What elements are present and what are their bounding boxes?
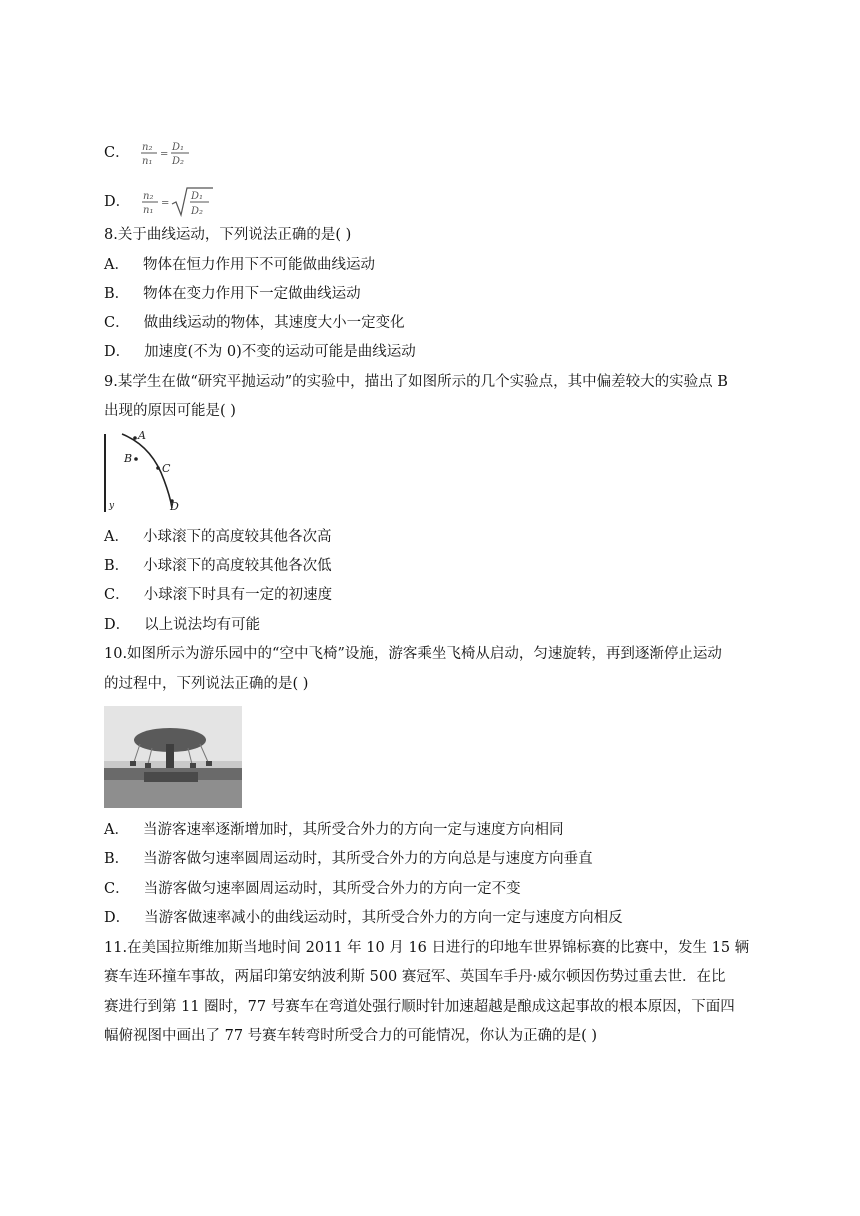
q11-line1: 11.在美国拉斯维加斯当地时间 2011 年 10 月 16 日进行的印地车世界锦标赛的比赛中，发生 15 辆 [104, 940, 750, 956]
option-text: 小球滚下时具有一定的初速度 [143, 587, 333, 603]
label-y: y [109, 501, 115, 511]
option-label: B． [104, 558, 130, 574]
svg-text:D₁: D₁ [172, 142, 185, 153]
q9-option-c[interactable] [104, 586, 332, 604]
option-label: A． [104, 257, 129, 273]
option-text: 做曲线运动的物体，其速度大小一定变化 [143, 315, 405, 331]
q7-option-d[interactable] [104, 186, 217, 218]
q11-line2: 赛车连环撞车事故，两届印第安纳波利斯 500 赛冠军、英国车手丹·威尔顿因伤势过重去世．在比 [104, 969, 726, 985]
option-label: B． [104, 286, 130, 302]
option-label: C． [104, 315, 130, 331]
option-label: C． [104, 145, 130, 161]
q9-option-a[interactable] [104, 528, 331, 546]
option-label: C． [104, 587, 130, 603]
svg-text:n₁: n₁ [142, 205, 154, 216]
svg-text:D₂: D₂ [172, 156, 185, 166]
label-c: C [162, 462, 171, 475]
q8-option-c[interactable] [104, 314, 405, 332]
q10-option-d[interactable] [104, 909, 623, 927]
q9-stem-line1: 9.某学生在做“研究平抛运动”的实验中，描出了如图所示的几个实验点，其中偏差较大的实验点 B [104, 374, 728, 390]
label-b: B [124, 452, 133, 465]
svg-text:n₂: n₂ [142, 142, 153, 153]
swing-ride-photo [104, 706, 242, 808]
q10-stem-line2: 的过程中，下列说法正确的是( ) [104, 676, 309, 692]
q11-line3: 赛进行到第 11 圈时，77 号赛车在弯道处强行顺时针加速超越是酿成这起事故的根本原因，下面四 [104, 999, 735, 1015]
q10-option-b[interactable] [104, 850, 593, 868]
option-text: 加速度(不为 0)不变的运动可能是曲线运动 [144, 344, 416, 360]
option-label: A． [104, 529, 129, 545]
option-label: B． [104, 851, 130, 867]
formula-d-image [141, 186, 217, 218]
q10-option-a[interactable] [104, 821, 563, 839]
svg-text:n₁: n₁ [142, 156, 153, 166]
option-label: D． [104, 344, 131, 360]
formula-c-image [140, 140, 192, 166]
q10-stem-line1: 10.如图所示为游乐园中的“空中飞椅”设施，游客乘坐飞椅从启动，匀速旋转，再到逐渐停止运动 [104, 646, 722, 662]
option-label: C． [104, 881, 130, 897]
option-text: 当游客做匀速率圆周运动时，其所受合外力的方向总是与速度方向垂直 [143, 851, 593, 867]
q9-stem-line2: 出现的原因可能是( ) [104, 403, 236, 419]
q9-option-d[interactable] [104, 616, 260, 634]
option-text: 物体在变力作用下一定做曲线运动 [143, 286, 361, 302]
q10-option-c[interactable] [104, 880, 521, 898]
option-label: D． [104, 617, 131, 633]
projectile-figure [100, 428, 186, 518]
option-text: 小球滚下的高度较其他各次高 [142, 529, 332, 545]
label-a: A [138, 429, 146, 442]
q8-option-b[interactable] [104, 285, 361, 303]
option-text: 当游客速率逐渐增加时，其所受合外力的方向一定与速度方向相同 [142, 822, 564, 838]
option-label: D． [104, 194, 131, 210]
q11-line4: 幅俯视图中画出了 77 号赛车转弯时所受合力的可能情况，你认为正确的是( ) [104, 1028, 598, 1044]
option-text: 以上说法均有可能 [144, 617, 261, 633]
option-text: 物体在恒力作用下不可能做曲线运动 [142, 257, 375, 273]
q8-stem: 8.关于曲线运动，下列说法正确的是( ) [104, 227, 352, 243]
option-label: A． [104, 822, 129, 838]
svg-text:n₂: n₂ [142, 191, 154, 202]
option-text: 小球滚下的高度较其他各次低 [143, 558, 332, 574]
option-label: D． [104, 910, 131, 926]
option-text: 当游客做匀速率圆周运动时，其所受合外力的方向一定不变 [143, 881, 521, 897]
q7-option-c[interactable] [104, 140, 192, 166]
q8-option-d[interactable] [104, 343, 416, 361]
svg-text:D₁: D₁ [190, 191, 203, 202]
label-d: D [170, 500, 179, 513]
svg-text:D₂: D₂ [190, 206, 203, 217]
q9-option-b[interactable] [104, 557, 332, 575]
q8-option-a[interactable] [104, 256, 375, 274]
svg-text:=: = [160, 198, 170, 209]
svg-text:=: = [160, 149, 169, 160]
option-text: 当游客做速率减小的曲线运动时，其所受合外力的方向一定与速度方向相反 [144, 910, 623, 926]
